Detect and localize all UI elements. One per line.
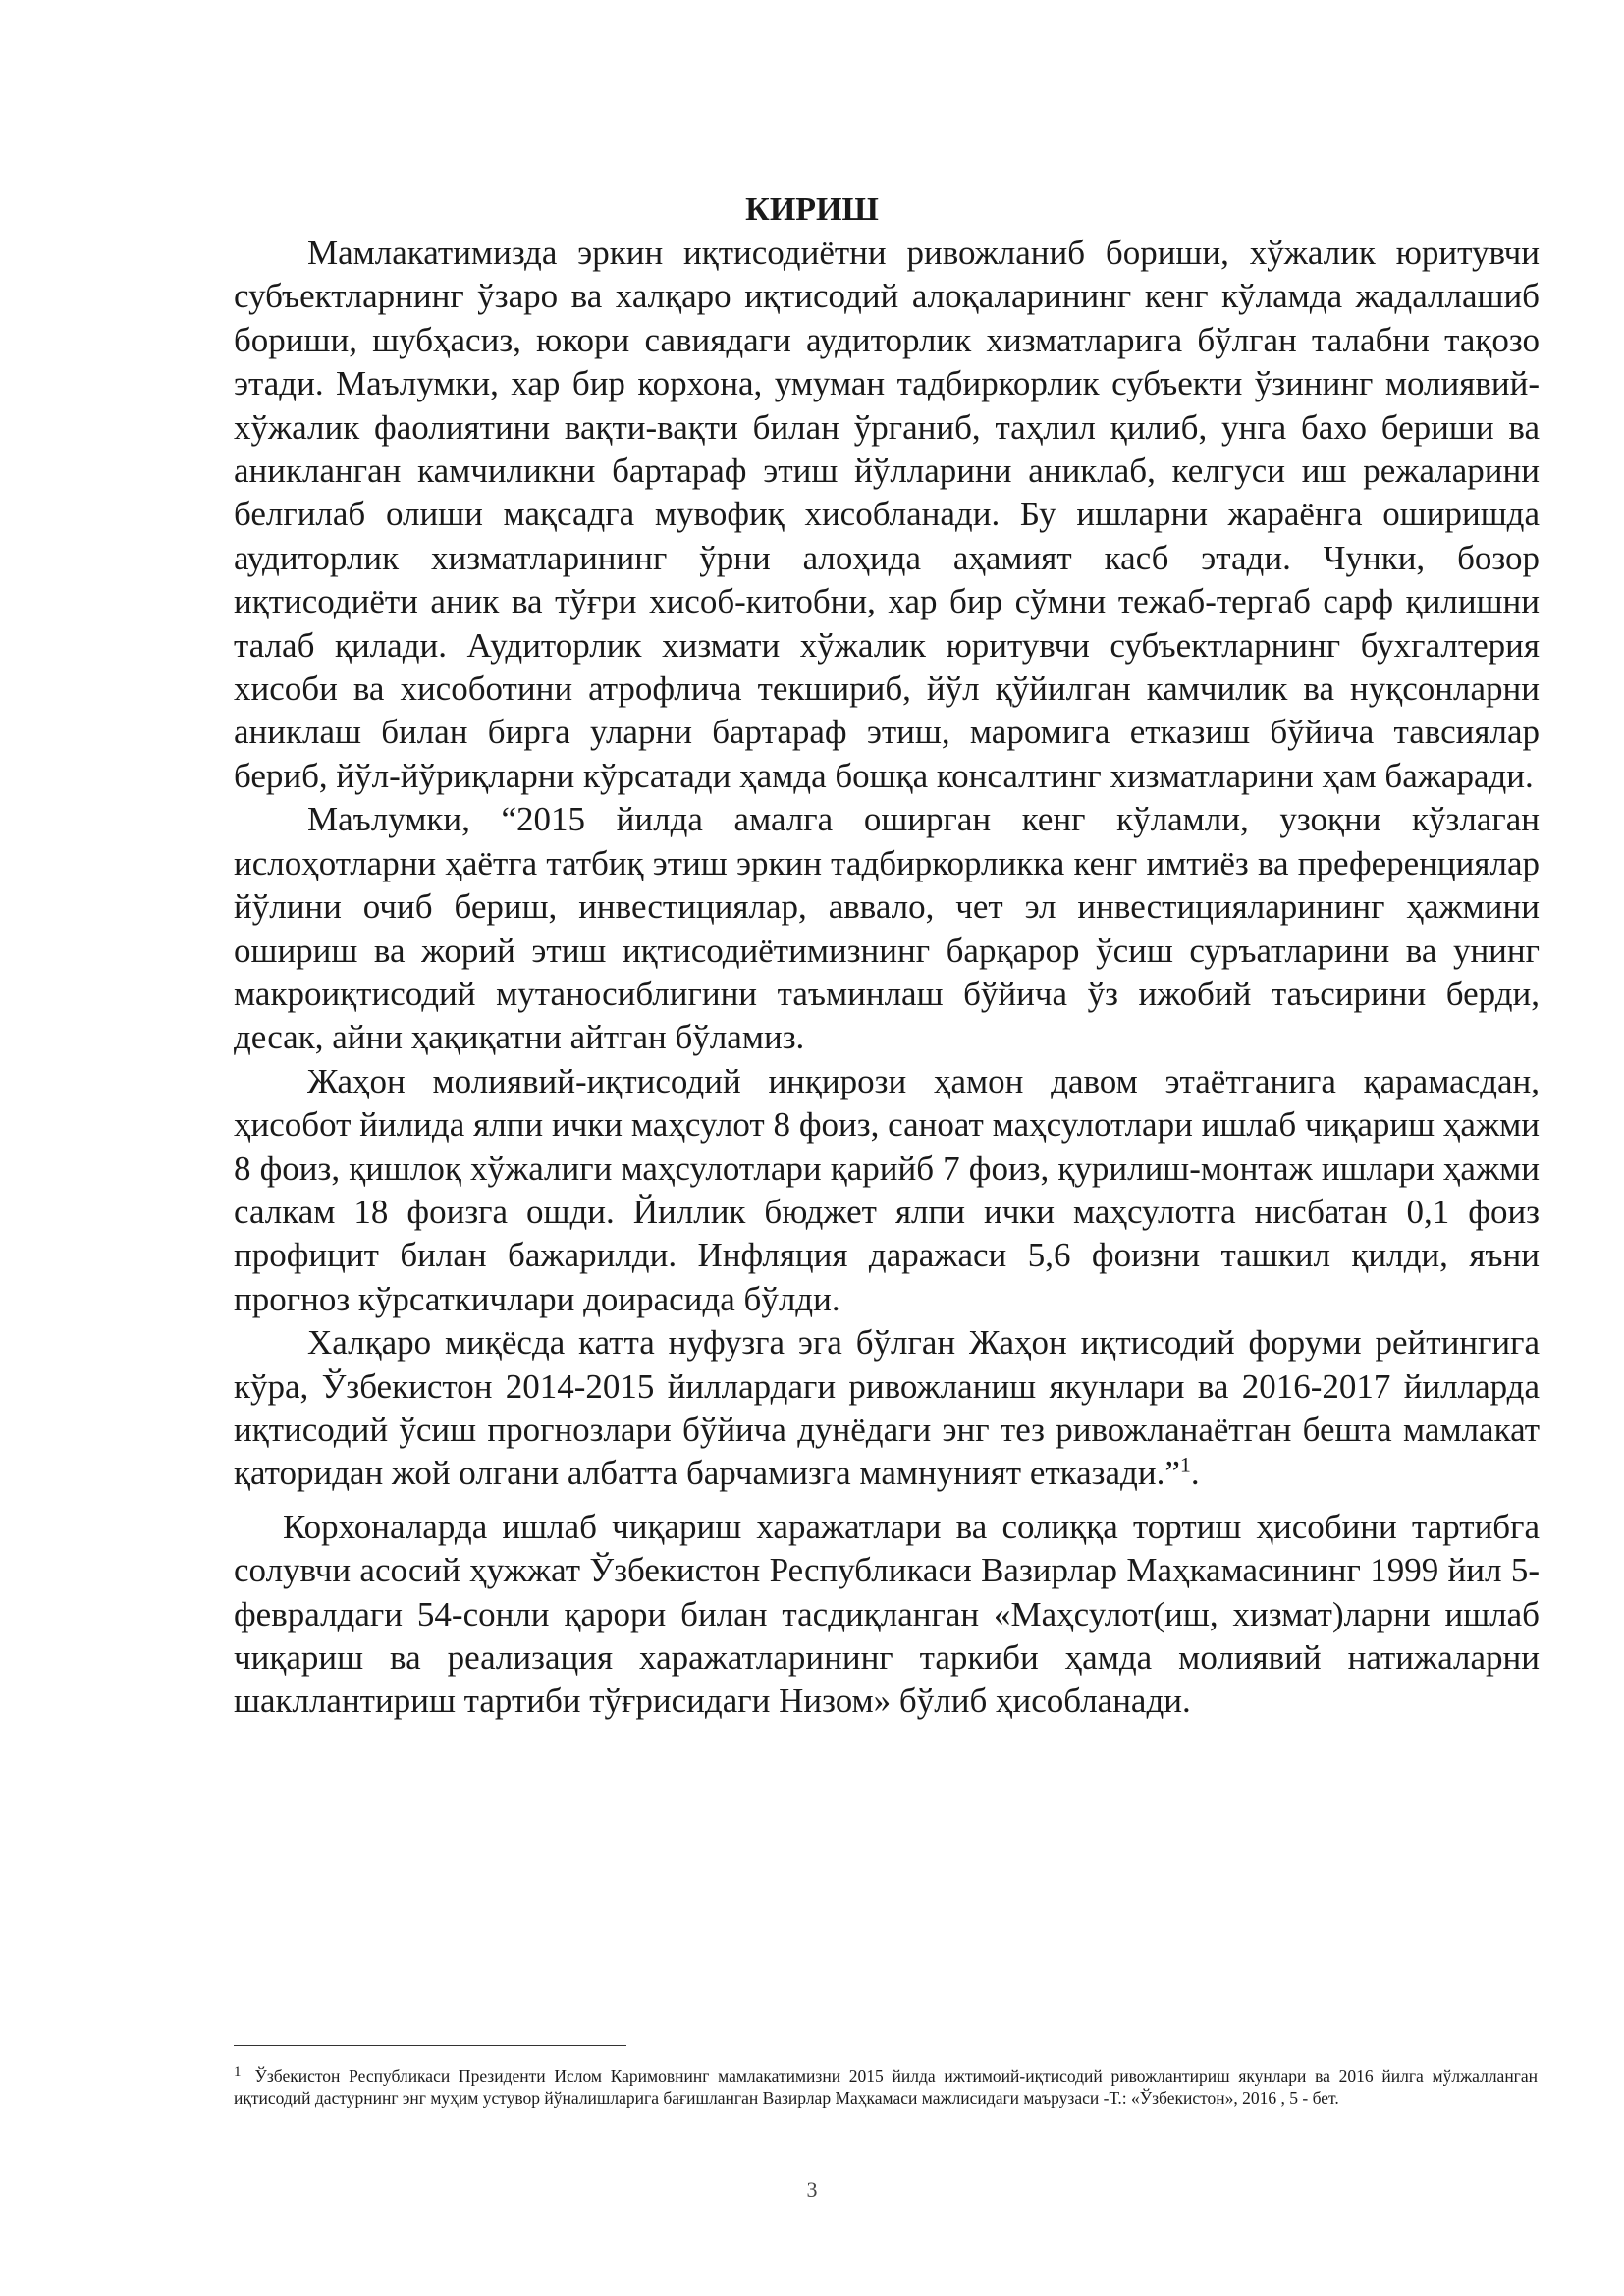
footnote-text: Ўзбекистон Республикаси Президенти Ислом Каримовнинг мамлакатимизни 2015 йилда ижтимоий-иқтисодий ривожлантириш якунлари ва 2016 йилга мўлжалланган иқтисодий дастурнинг энг муҳим устувор йўналишларига бағишланган Вазирлар Маҳкамаси мажлисидаги маърузаси -Т.: «Ўзбекистон», 2016 , 5 - бет. (234, 2066, 1538, 2108)
paragraph-3: Жаҳон молиявий-иқтисодий инқирози ҳамон давом этаётганига қарамасдан, ҳисобот йилида ялпи ички маҳсулот 8 фоиз, саноат маҳсулотлари ишлаб чиқариш ҳажми 8 фоиз, қишлоқ хўжалиги маҳсулотлари қарийб 7 фоиз, қурилиш-монтаж ишлари ҳажми салкам 18 фоизга ошди. Йиллик бюджет ялпи ички маҳсулотга нисбатан 0,1 фоиз профицит билан бажарилди. Инфляция даражаси 5,6 фоизни ташкил қилди, яъни прогноз кўрсаткичлари доирасида бўлди. (234, 1061, 1540, 1318)
footnote-mark: 1 (234, 2064, 242, 2080)
page-number: 3 (806, 2177, 818, 2202)
footnote (234, 2065, 1538, 2109)
paragraph-5: Корхоналарда ишлаб чиқариш харажатлари ва солиққа тортиш ҳисобини тартибга солувчи асосий ҳужжат Ўзбекистон Республикаси Вазирлар Маҳкамасининг 1999 йил 5-февралдаги 54-сонли қарори билан тасдиқланган «Маҳсулот(иш, хизмат)ларни ишлаб чиқариш ва реализация харажатларининг таркиби ҳамда молиявий натижаларни шакллантириш тартиби тўғрисидаги Низом» бўлиб ҳисобланади. (234, 1507, 1540, 1721)
paragraph-1: Мамлакатимизда эркин иқтисодиётни ривожланиб бориши, хўжалик юритувчи субъектларнинг ўзаро ва халқаро иқтисодий алоқаларининг кенг кўламда жадаллашиб бориши, шубҳасиз, юкори савиядаги аудиторлик хизматларига бўлган талабни тақозо этади. Маълумки, хар бир корхона, умуман тадбиркорлик субъекти ўзининг молиявий-хўжалик фаолиятини вақти-вақти билан ўрганиб, таҳлил қилиб, унга бахо бериши ва аникланган камчиликни бартараф этиш йўлларини аниклаб, келгуси иш режаларини белгилаб олиши мақсадга мувофиқ хисобланади. Бу ишларни жараёнга оширишда аудиторлик хизматларининг ўрни алоҳида аҳамият касб этади. Чунки, бозор иқтисодиёти аник ва тўғри хисоб-китобни, хар бир сўмни тежаб-тергаб сарф қилишни талаб қилади. Аудиторлик хизмати хўжалик юритувчи субъектларнинг бухгалтерия хисоби ва хисоботини атрофлича текшириб, йўл қўйилган камчилик ва нуқсонларни аниклаш билан бирга уларни бартараф этиш, маромига етказиш бўйича тавсиялар бериб, йўл-йўриқларни кўрсатади ҳамда бошқа консалтинг хизматларини ҳам бажаради. (234, 234, 1540, 795)
section-heading: КИРИШ (745, 191, 879, 228)
footnote-divider (234, 2045, 626, 2046)
footnote-reference[interactable]: 1 (1179, 1452, 1191, 1477)
paragraph-4-text: Халқаро миқёсда катта нуфузга эга бўлган Жаҳон иқтисодий форуми рейтингига кўра, Ўзбекистон 2014-2015 йиллардаги ривожланиш якунлари ва 2016-2017 йилларда иқтисодий ўсиш прогнозлари бўйича дунёдаги энг тез ривожланаётган бешта мамлакат қаторидан жой олгани албатта барчамизга мамнуният етказади.” (234, 1323, 1540, 1493)
paragraph-4: Халқаро миқёсда катта нуфузга эга бўлган Жаҳон иқтисодий форуми рейтингига кўра, Ўзбекистон 2014-2015 йиллардаги ривожланиш якунлари ва 2016-2017 йилларда иқтисодий ўсиш прогнозлари бўйича дунёдаги энг тез ривожланаётган бешта мамлакат қаторидан жой олгани албатта барчамизга мамнуният етказади.”$^1$. (234, 1323, 1540, 1493)
body-text (234, 232, 1540, 1724)
paragraph-2: Маълумки, “2015 йилда амалга оширган кенг кўламли, узоқни кўзлаган ислоҳотларни ҳаётга татбиқ этиш эркин тадбиркорликка кенг имтиёз ва преференциялар йўлини очиб бериш, инвестициялар, аввало, чет эл инвестицияларининг ҳажмини ошириш ва жорий этиш иқтисодиётимизнинг барқарор ўсиш суръатларини ва унинг макроиқтисодий мутаносиблигини таъминлаш бўйича ўз ижобий таъсирини берди, десак, айни ҳақиқатни айтган бўламиз. (234, 800, 1540, 1057)
